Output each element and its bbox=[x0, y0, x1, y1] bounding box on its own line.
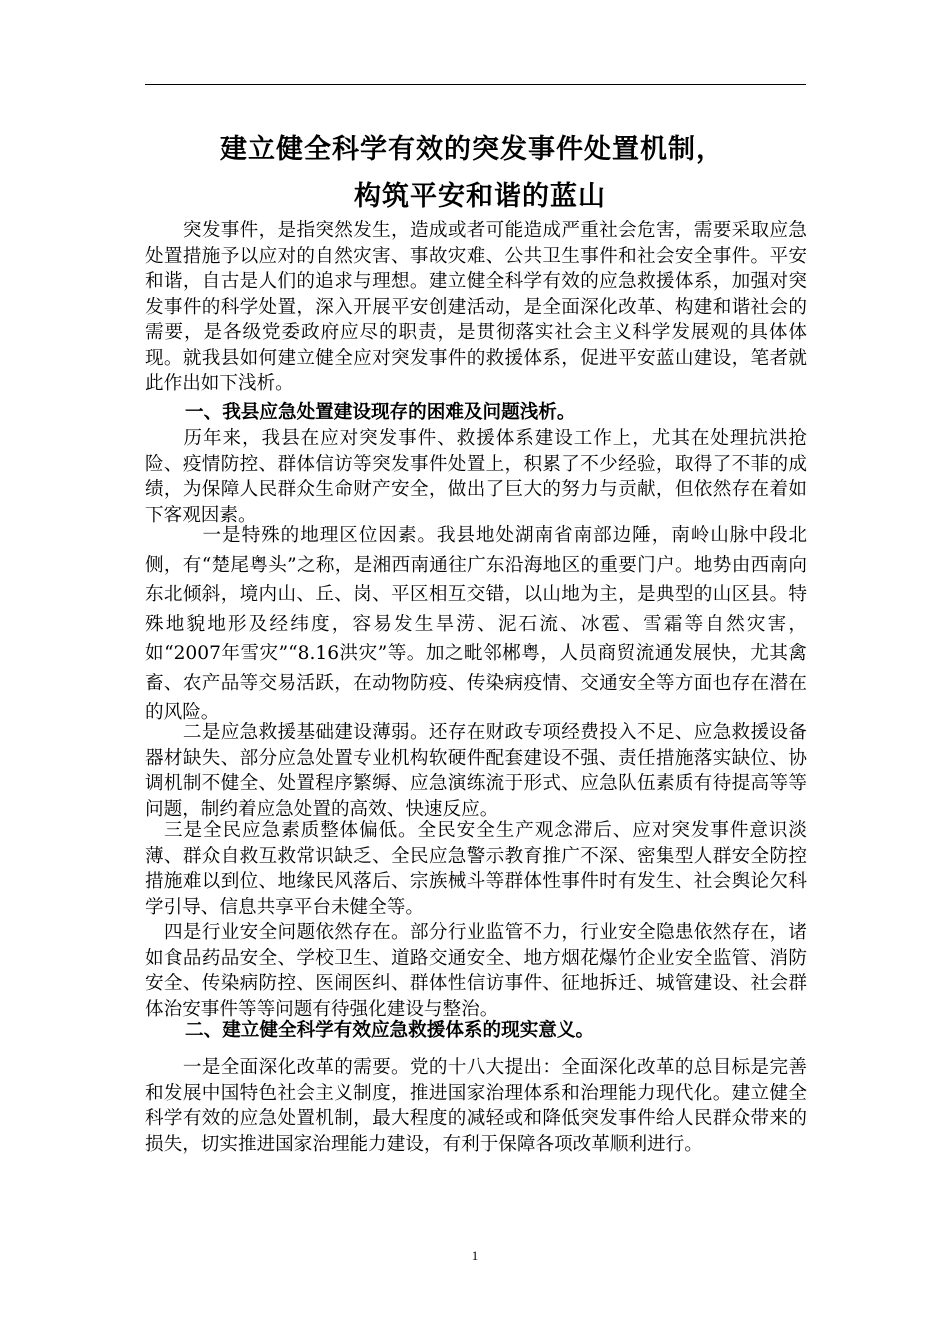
section-1-paragraph-3: 二是应急救援基础建设薄弱。还存在财政专项经费投入不足、应急救援设备器材缺失、部分应急处置专业机构软硬件配套建设不强、责任措施落实缺位、协调机制不健全、处置程序繁缛、应急演练流于形式、应急队伍素质有待提高等等问题，制约着应急处置的高效、快速反应。 bbox=[145, 722, 807, 820]
header-rule bbox=[145, 84, 806, 85]
intro-paragraph: 突发事件，是指突然发生，造成或者可能造成严重社会危害，需要采取应急处置措施予以应对的自然灾害、事故灾难、公共卫生事件和社会安全事件。平安和谐，自古是人们的追求与理想。建立健全科学有效的应急救援体系，加强对突发事件的科学处置，深入开展平安创建活动，是全面深化改革、构建和谐社会的需要，是各级党委政府应尽的职责，是贯彻落实社会主义科学发展观的具体体现。就我县如何建立健全应对突发事件的救援体系，促进平安蓝山建设，笔者就此作出如下浅析。 bbox=[145, 220, 807, 394]
section-1-paragraph-4: 三是全民应急素质整体偏低。全民安全生产观念滞后、应对突发事件意识淡薄、群众自救互救常识缺乏、全民应急警示教育推广不深、密集型人群安全防控措施难以到位、地缘民风落后、宗族械斗等群体性事件时有发生、社会舆论欠科学引导、信息共享平台未健全等。 bbox=[145, 820, 807, 918]
document-title-line-1: 建立健全科学有效的突发事件处置机制， bbox=[220, 134, 724, 165]
document-title-line-2: 构筑平安和谐的蓝山 bbox=[354, 181, 606, 212]
section-1-heading: 一、我县应急处置建设现存的困难及问题浅析。 bbox=[185, 402, 576, 423]
section-1-paragraph-1: 历年来，我县在应对突发事件、救援体系建设工作上，尤其在处理抗洪抢险、疫情防控、群体信访等突发事件处置上，积累了不少经验，取得了不菲的成绩，为保障人民群众生命财产安全，做出了巨大的努力与贡献，但依然存在着如下客观因素。 bbox=[145, 428, 807, 526]
page-number: 1 bbox=[471, 1248, 479, 1263]
section-2-heading: 二、建立健全科学有效应急救援体系的现实意义。 bbox=[185, 1020, 595, 1041]
section-2-paragraph-1: 一是全面深化改革的需要。党的十八大提出：全面深化改革的总目标是完善和发展中国特色社会主义制度，推进国家治理体系和治理能力现代化。建立健全科学有效的应急处置机制，最大程度的减轻或和降低突发事件给人民群众带来的损失，切实推进国家治理能力建设，有利于保障各项改革顺利进行。 bbox=[145, 1057, 807, 1155]
section-1-paragraph-5: 四是行业安全问题依然存在。部分行业监管不力，行业安全隐患依然存在，诸如食品药品安全、学校卫生、道路交通安全、地方烟花爆竹企业安全监管、消防安全、传染病防控、医闹医纠、群体性信访事件、征地拆迁、城管建设、社会群体治安事件等等问题有待强化建设与整治。 bbox=[145, 922, 807, 1020]
section-1-paragraph-2: 一是特殊的地理区位因素。我县地处湖南省南部边陲，南岭山脉中段北侧，有“楚尾粤头”之称，是湘西南通往广东沿海地区的重要门户。地势由西南向东北倾斜，境内山、丘、岗、平区相互交错，以山地为主，是典型的山区县。特殊地貌地形及经纬度，容易发生旱涝、泥石流、冰雹、雪霜等自然灾害，如“2007年雪灾”“8.16洪灾”等。加之毗邻郴粤，人员商贸流通发展快，尤其禽畜、农产品等交易活跃，在动物防疫、传染病疫情、交通安全等方面也存在潜在的风险。 bbox=[145, 525, 807, 723]
